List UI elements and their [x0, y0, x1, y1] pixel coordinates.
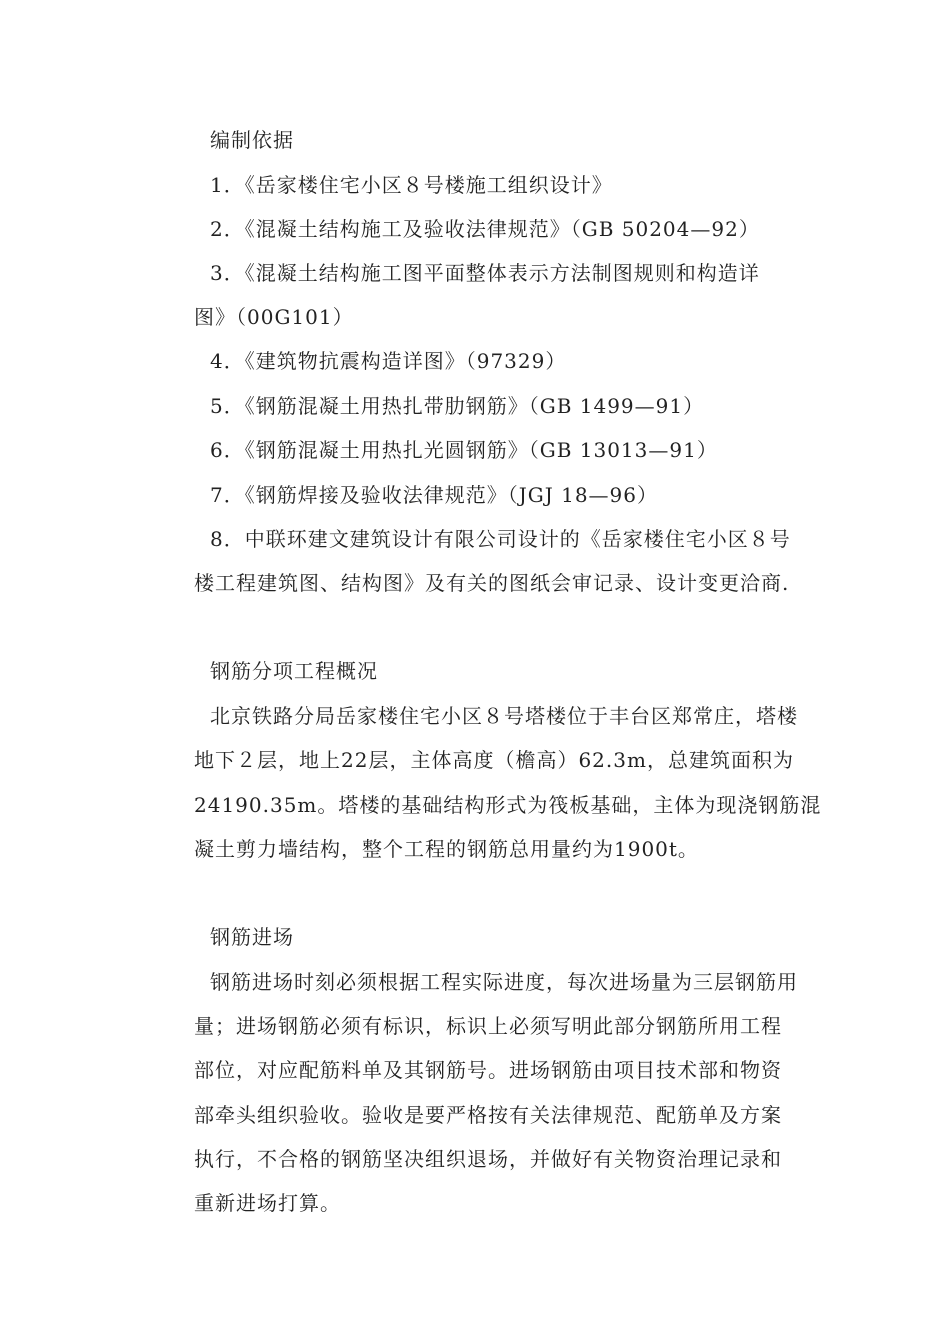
- list-item: 3．《混凝土结构施工图平面整体表示方法制图规则和构造详: [210, 261, 760, 285]
- section-heading-basis: 编制依据: [210, 128, 294, 152]
- list-item: 8．中联环建文建筑设计有限公司设计的《岳家楼住宅小区８号: [210, 527, 791, 551]
- list-item: 2．《混凝土结构施工及验收法律规范》（GB 50204—92）: [210, 217, 760, 241]
- paragraph-line: 24190.35m。塔楼的基础结构形式为筏板基础，主体为现浇钢筋混: [194, 793, 822, 817]
- paragraph-line: 部位，对应配筋料单及其钢筋号。进场钢筋由项目技术部和物资: [194, 1058, 782, 1082]
- paragraph-line: 重新进场打算。: [194, 1191, 341, 1215]
- list-item: 4．《建筑物抗震构造详图》（97329）: [210, 349, 567, 373]
- list-item: 6．《钢筋混凝土用热扎光圆钢筋》（GB 13013—91）: [210, 438, 718, 462]
- paragraph-line: 量；进场钢筋必须有标识，标识上必须写明此部分钢筋所用工程: [194, 1014, 782, 1038]
- list-item: 5．《钢筋混凝土用热扎带肋钢筋》（GB 1499—91）: [210, 394, 705, 418]
- list-item-continued: 楼工程建筑图、结构图》及有关的图纸会审记录、设计变更洽商.: [194, 571, 790, 595]
- paragraph-line: 凝土剪力墙结构，整个工程的钢筋总用量约为1900t。: [194, 837, 699, 861]
- paragraph-line: 钢筋进场时刻必须根据工程实际进度，每次进场量为三层钢筋用: [210, 970, 798, 994]
- list-item: 1．《岳家楼住宅小区８号楼施工组织设计》: [210, 173, 613, 197]
- paragraph-line: 执行，不合格的钢筋坚决组织退场，并做好有关物资治理记录和: [194, 1147, 782, 1171]
- paragraph-line: 北京铁路分局岳家楼住宅小区８号塔楼位于丰台区郑常庄，塔楼: [210, 704, 798, 728]
- paragraph-line: 部牵头组织验收。验收是要严格按有关法律规范、配筋单及方案: [194, 1103, 782, 1127]
- list-item: 7．《钢筋焊接及验收法律规范》（JGJ 18—96）: [210, 483, 658, 507]
- list-item-continued: 图》（00G101）: [194, 305, 354, 329]
- section-heading-delivery: 钢筋进场: [210, 925, 294, 949]
- paragraph-line: 地下２层，地上22层，主体高度（檐高）62.3m，总建筑面积为: [194, 748, 794, 772]
- section-heading-overview: 钢筋分项工程概况: [210, 659, 378, 683]
